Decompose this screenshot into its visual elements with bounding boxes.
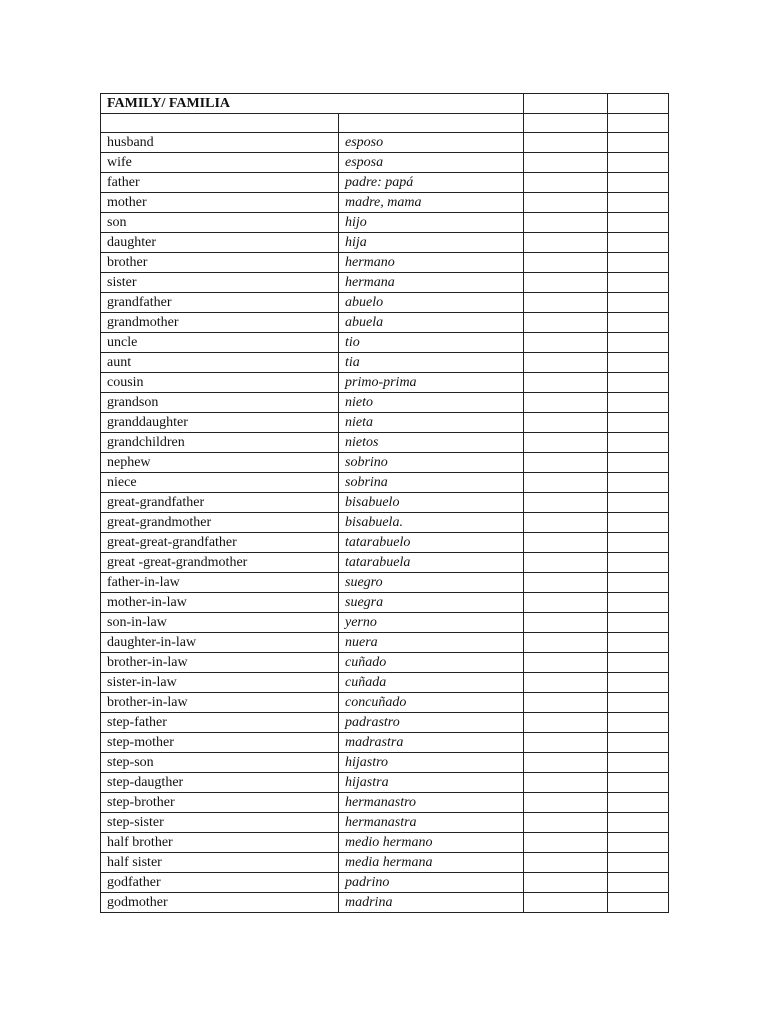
empty-cell xyxy=(608,373,669,393)
empty-cell xyxy=(101,114,339,133)
empty-cell xyxy=(608,753,669,773)
spanish-term: hermanastro xyxy=(339,793,524,813)
empty-cell xyxy=(608,533,669,553)
english-term: grandchildren xyxy=(101,433,339,453)
empty-cell xyxy=(608,653,669,673)
spanish-term: yerno xyxy=(339,613,524,633)
empty-cell xyxy=(339,114,524,133)
spanish-term: media hermana xyxy=(339,853,524,873)
empty-cell xyxy=(524,513,608,533)
table-row xyxy=(101,233,669,253)
table-row xyxy=(101,353,669,373)
table-row xyxy=(101,573,669,593)
empty-cell xyxy=(608,453,669,473)
table-row xyxy=(101,593,669,613)
empty-cell xyxy=(524,94,608,114)
empty-cell xyxy=(524,793,608,813)
empty-cell xyxy=(608,133,669,153)
english-term: step-father xyxy=(101,713,339,733)
english-term: niece xyxy=(101,473,339,493)
empty-cell xyxy=(524,553,608,573)
empty-cell xyxy=(524,373,608,393)
english-term: father xyxy=(101,173,339,193)
empty-cell xyxy=(608,353,669,373)
empty-cell xyxy=(608,873,669,893)
empty-cell xyxy=(608,253,669,273)
empty-cell xyxy=(608,313,669,333)
table-row xyxy=(101,173,669,193)
table-row xyxy=(101,813,669,833)
english-term: half sister xyxy=(101,853,339,873)
spanish-term: hijastro xyxy=(339,753,524,773)
empty-cell xyxy=(524,233,608,253)
english-term: mother xyxy=(101,193,339,213)
table-row xyxy=(101,413,669,433)
english-term: grandson xyxy=(101,393,339,413)
table-row xyxy=(101,213,669,233)
empty-cell xyxy=(608,473,669,493)
spanish-term: padrino xyxy=(339,873,524,893)
table-row xyxy=(101,253,669,273)
table-row xyxy=(101,313,669,333)
empty-cell xyxy=(608,413,669,433)
table-row xyxy=(101,293,669,313)
english-term: step-son xyxy=(101,753,339,773)
spanish-term: nietos xyxy=(339,433,524,453)
table-row xyxy=(101,853,669,873)
empty-cell xyxy=(608,513,669,533)
empty-cell xyxy=(524,853,608,873)
spanish-term: nieta xyxy=(339,413,524,433)
english-term: great -great-grandmother xyxy=(101,553,339,573)
english-term: nephew xyxy=(101,453,339,473)
empty-cell xyxy=(524,613,608,633)
english-term: brother-in-law xyxy=(101,653,339,673)
spanish-term: hijo xyxy=(339,213,524,233)
table-row xyxy=(101,893,669,913)
table-row xyxy=(101,753,669,773)
spanish-term: esposo xyxy=(339,133,524,153)
spanish-term: hija xyxy=(339,233,524,253)
empty-cell xyxy=(524,773,608,793)
spanish-term: sobrina xyxy=(339,473,524,493)
vocabulary-table xyxy=(100,93,669,913)
spanish-term: madre, mama xyxy=(339,193,524,213)
empty-cell xyxy=(608,733,669,753)
table-row xyxy=(101,193,669,213)
empty-cell xyxy=(608,553,669,573)
spanish-term: madrastra xyxy=(339,733,524,753)
empty-cell xyxy=(608,153,669,173)
empty-cell xyxy=(608,94,669,114)
table-row xyxy=(101,673,669,693)
spanish-term: tio xyxy=(339,333,524,353)
empty-cell xyxy=(524,593,608,613)
spanish-term: esposa xyxy=(339,153,524,173)
empty-cell xyxy=(524,753,608,773)
english-term: granddaughter xyxy=(101,413,339,433)
empty-cell xyxy=(608,813,669,833)
empty-cell xyxy=(608,613,669,633)
empty-cell xyxy=(608,793,669,813)
table-row xyxy=(101,833,669,853)
table-row xyxy=(101,273,669,293)
empty-cell xyxy=(608,573,669,593)
vocabulary-table-body xyxy=(101,94,669,913)
empty-cell xyxy=(524,114,608,133)
table-row xyxy=(101,333,669,353)
empty-cell xyxy=(524,893,608,913)
empty-cell xyxy=(524,453,608,473)
empty-cell xyxy=(524,873,608,893)
empty-cell xyxy=(608,853,669,873)
table-row xyxy=(101,793,669,813)
english-term: step-sister xyxy=(101,813,339,833)
table-title: FAMILY/ FAMILIA xyxy=(101,94,524,114)
blank-row xyxy=(101,114,669,133)
empty-cell xyxy=(524,833,608,853)
spanish-term: suegra xyxy=(339,593,524,613)
empty-cell xyxy=(608,193,669,213)
english-term: mother-in-law xyxy=(101,593,339,613)
empty-cell xyxy=(524,433,608,453)
english-term: sister-in-law xyxy=(101,673,339,693)
english-term: great-grandmother xyxy=(101,513,339,533)
english-term: great-great-grandfather xyxy=(101,533,339,553)
spanish-term: primo-prima xyxy=(339,373,524,393)
english-term: cousin xyxy=(101,373,339,393)
english-term: step-brother xyxy=(101,793,339,813)
english-term: son-in-law xyxy=(101,613,339,633)
empty-cell xyxy=(524,153,608,173)
english-term: daughter xyxy=(101,233,339,253)
table-row xyxy=(101,873,669,893)
table-row xyxy=(101,513,669,533)
english-term: daughter-in-law xyxy=(101,633,339,653)
empty-cell xyxy=(524,693,608,713)
empty-cell xyxy=(524,733,608,753)
table-row xyxy=(101,433,669,453)
empty-cell xyxy=(608,233,669,253)
table-row xyxy=(101,693,669,713)
english-term: godmother xyxy=(101,893,339,913)
spanish-term: madrina xyxy=(339,893,524,913)
spanish-term: cuñada xyxy=(339,673,524,693)
table-row xyxy=(101,493,669,513)
table-row xyxy=(101,613,669,633)
empty-cell xyxy=(524,173,608,193)
spanish-term: concuñado xyxy=(339,693,524,713)
empty-cell xyxy=(608,633,669,653)
english-term: grandfather xyxy=(101,293,339,313)
empty-cell xyxy=(608,773,669,793)
english-term: son xyxy=(101,213,339,233)
empty-cell xyxy=(524,333,608,353)
empty-cell xyxy=(524,473,608,493)
empty-cell xyxy=(524,133,608,153)
empty-cell xyxy=(524,653,608,673)
spanish-term: hermano xyxy=(339,253,524,273)
empty-cell xyxy=(524,673,608,693)
spanish-term: cuñado xyxy=(339,653,524,673)
spanish-term: bisabuela. xyxy=(339,513,524,533)
empty-cell xyxy=(608,893,669,913)
empty-cell xyxy=(608,593,669,613)
empty-cell xyxy=(608,114,669,133)
table-row xyxy=(101,773,669,793)
table-row xyxy=(101,473,669,493)
empty-cell xyxy=(608,833,669,853)
empty-cell xyxy=(608,173,669,193)
spanish-term: hijastra xyxy=(339,773,524,793)
table-row xyxy=(101,533,669,553)
spanish-term: tia xyxy=(339,353,524,373)
table-row xyxy=(101,133,669,153)
empty-cell xyxy=(608,393,669,413)
spanish-term: medio hermano xyxy=(339,833,524,853)
english-term: aunt xyxy=(101,353,339,373)
spanish-term: hermana xyxy=(339,273,524,293)
empty-cell xyxy=(608,293,669,313)
spanish-term: abuela xyxy=(339,313,524,333)
empty-cell xyxy=(524,193,608,213)
empty-cell xyxy=(524,353,608,373)
empty-cell xyxy=(524,573,608,593)
english-term: father-in-law xyxy=(101,573,339,593)
empty-cell xyxy=(524,273,608,293)
spanish-term: suegro xyxy=(339,573,524,593)
empty-cell xyxy=(608,213,669,233)
empty-cell xyxy=(608,273,669,293)
empty-cell xyxy=(524,253,608,273)
table-row xyxy=(101,653,669,673)
empty-cell xyxy=(608,333,669,353)
english-term: brother xyxy=(101,253,339,273)
empty-cell xyxy=(524,813,608,833)
table-row xyxy=(101,153,669,173)
empty-cell xyxy=(608,433,669,453)
empty-cell xyxy=(524,313,608,333)
spanish-term: nuera xyxy=(339,633,524,653)
spanish-term: bisabuelo xyxy=(339,493,524,513)
english-term: great-grandfather xyxy=(101,493,339,513)
english-term: uncle xyxy=(101,333,339,353)
english-term: step-mother xyxy=(101,733,339,753)
empty-cell xyxy=(524,393,608,413)
empty-cell xyxy=(524,413,608,433)
title-row xyxy=(101,94,669,114)
table-row xyxy=(101,733,669,753)
empty-cell xyxy=(608,493,669,513)
english-term: wife xyxy=(101,153,339,173)
empty-cell xyxy=(524,633,608,653)
table-row xyxy=(101,453,669,473)
english-term: half brother xyxy=(101,833,339,853)
english-term: grandmother xyxy=(101,313,339,333)
empty-cell xyxy=(524,293,608,313)
spanish-term: tatarabuela xyxy=(339,553,524,573)
empty-cell xyxy=(524,713,608,733)
table-row xyxy=(101,633,669,653)
english-term: sister xyxy=(101,273,339,293)
english-term: husband xyxy=(101,133,339,153)
spanish-term: hermanastra xyxy=(339,813,524,833)
empty-cell xyxy=(608,673,669,693)
english-term: brother-in-law xyxy=(101,693,339,713)
spanish-term: padrastro xyxy=(339,713,524,733)
english-term: godfather xyxy=(101,873,339,893)
table-row xyxy=(101,713,669,733)
table-row xyxy=(101,373,669,393)
table-row xyxy=(101,553,669,573)
spanish-term: nieto xyxy=(339,393,524,413)
empty-cell xyxy=(608,693,669,713)
empty-cell xyxy=(608,713,669,733)
empty-cell xyxy=(524,533,608,553)
spanish-term: sobrino xyxy=(339,453,524,473)
empty-cell xyxy=(524,213,608,233)
spanish-term: abuelo xyxy=(339,293,524,313)
spanish-term: tatarabuelo xyxy=(339,533,524,553)
table-row xyxy=(101,393,669,413)
spanish-term: padre: papá xyxy=(339,173,524,193)
empty-cell xyxy=(524,493,608,513)
english-term: step-daugther xyxy=(101,773,339,793)
